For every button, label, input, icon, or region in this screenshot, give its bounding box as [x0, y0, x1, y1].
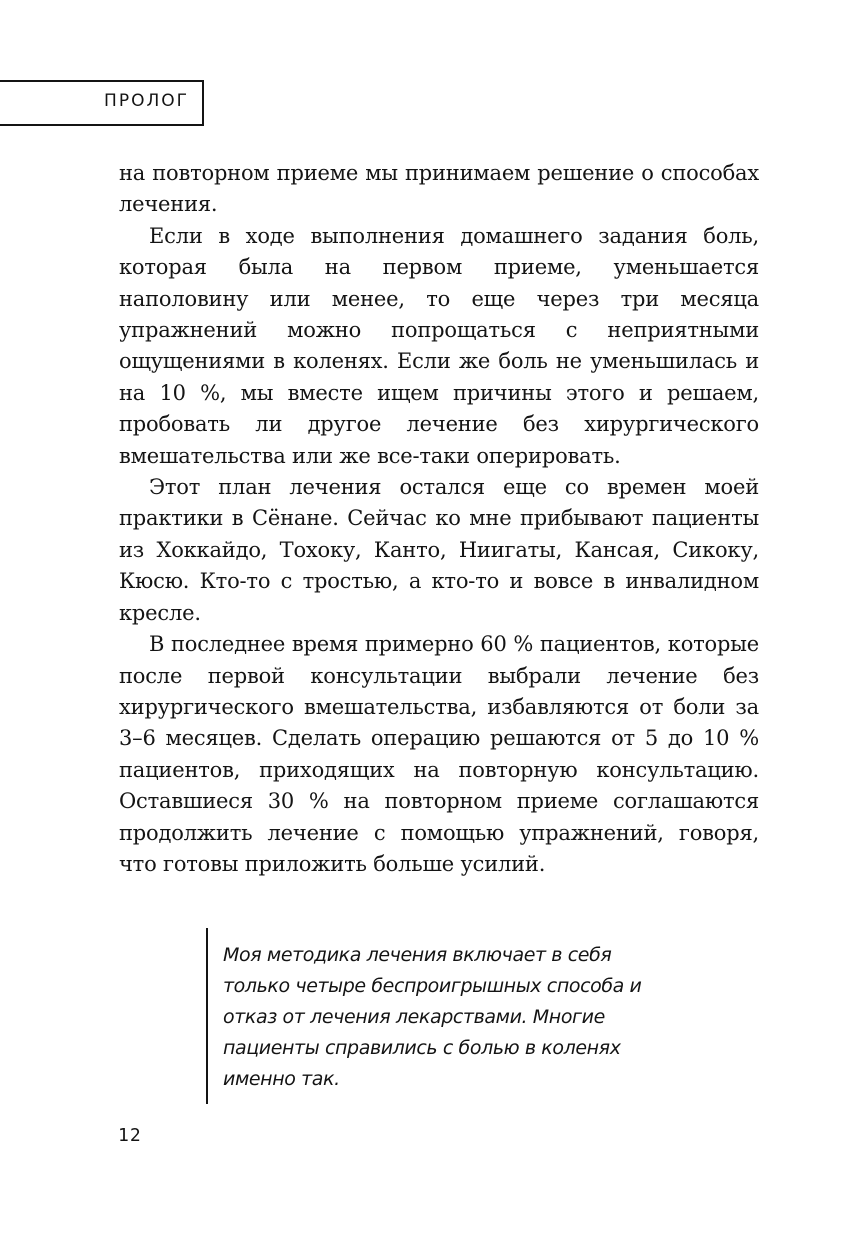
section-label: ПРОЛОГ	[104, 91, 189, 111]
body-text	[119, 158, 759, 880]
paragraph-4: В последнее время примерно 60 % пациентов, которые после первой консультации выбрали лечение без хирургического вмешательства, избавляются от боли за 3–6 месяцев. Сделать операцию решаются от 5 до 10 % пациентов, приходящих на повторную консультацию. Оставшиеся 30 % на повторном приеме соглашаются продолжить лечение с помощью упражнений, говоря, что готовы приложить больше усилий.	[119, 632, 759, 876]
paragraph-1: на повторном приеме мы принимаем решение о способах лечения.	[119, 161, 759, 217]
pull-quote-text: Моя методика лечения включает в себя только четыре беспроигрышных способа и отказ от лечения лекарствами. Многие пациенты справились с болью в коленях именно так.	[223, 944, 642, 1090]
paragraph-2: Если в ходе выполнения домашнего задания боль, которая была на первом приеме, уменьшается наполовину или менее, то еще через три месяца упражнений можно попрощаться с неприятными ощущениями в коленях. Если же боль не уменьшилась и на 10 %, мы вместе ищем причины этого и решаем, пробовать ли другое лечение без хирургического вмешательства или же все-таки оперировать.	[119, 223, 759, 468]
section-header-box	[0, 80, 204, 126]
page-number: 12	[118, 1125, 142, 1146]
pull-quote	[206, 928, 666, 1104]
paragraph-3: Этот план лечения остался еще со времен моей практики в Сёнане. Сейчас ко мне прибывают пациенты из Хоккайдо, Тохоку, Канто, Ниигаты, Кансая, Сикоку, Кюсю. Кто-то с тростью, а кто-то и вовсе в инвалидном кресле.	[119, 475, 759, 625]
